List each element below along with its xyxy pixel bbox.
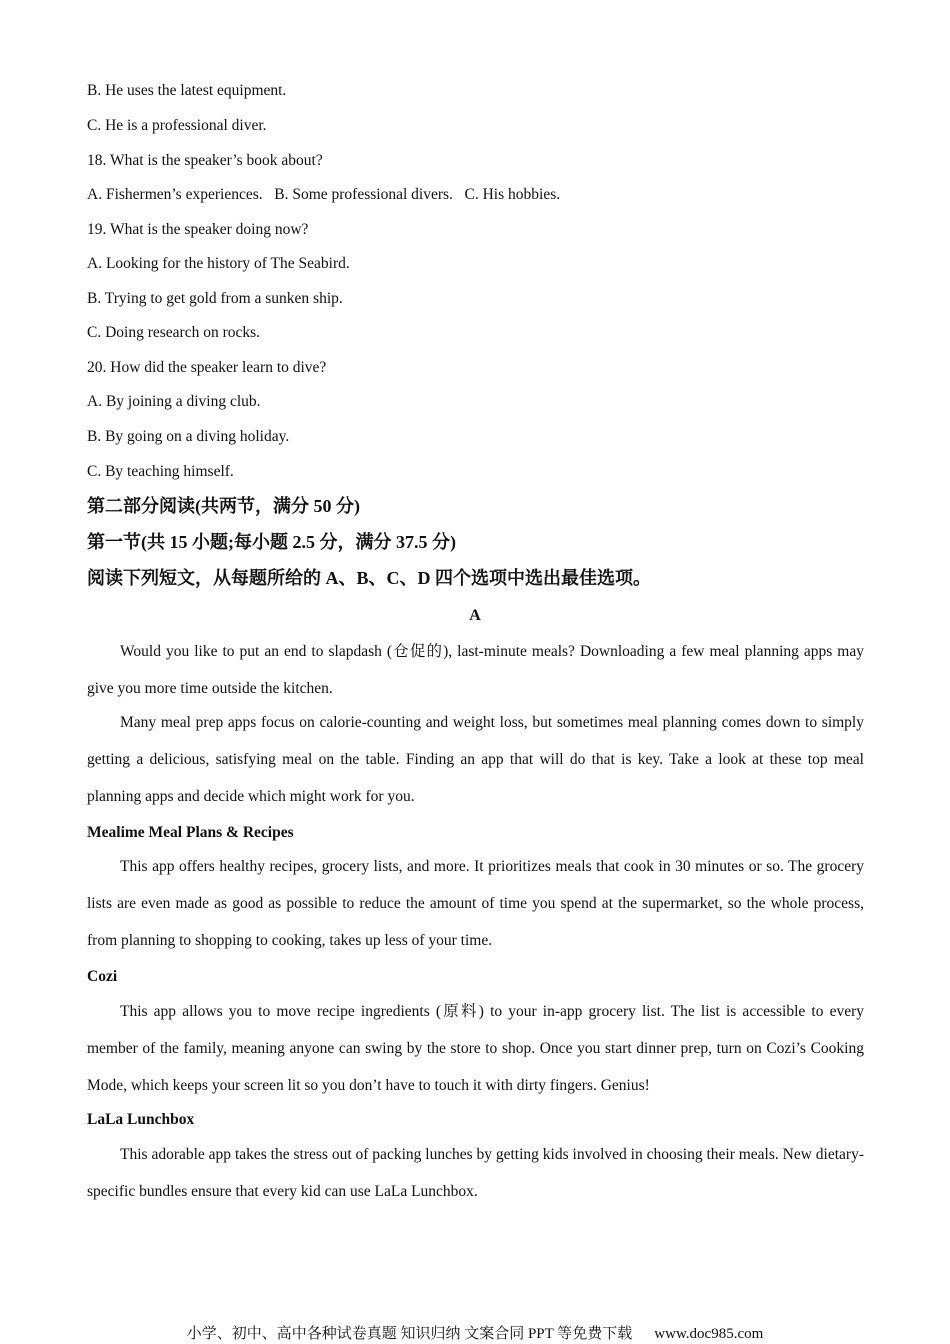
app-name-lala-lunchbox: LaLa Lunchbox bbox=[87, 1111, 195, 1128]
footer-site-link[interactable]: www.doc985.com bbox=[654, 1326, 764, 1342]
q17-option-c: C. He is a professional diver. bbox=[87, 117, 267, 134]
q19-option-b: B. Trying to get gold from a sunken ship. bbox=[87, 290, 343, 307]
q17-option-b: B. He uses the latest equipment. bbox=[87, 82, 287, 99]
q18-question: 18. What is the speaker’s book about? bbox=[87, 152, 323, 169]
page-footer bbox=[0, 1324, 950, 1344]
intro-paragraph-2: Many meal prep apps focus on calorie-counting and weight loss, but sometimes meal planning comes down to simply getting a delicious, satisfying meal on the table. Finding an app that will do that is key. Take a look at these top meal planning apps and decide which might work for you. bbox=[87, 714, 864, 805]
passage-label: A bbox=[469, 607, 481, 624]
q19-question: 19. What is the speaker doing now? bbox=[87, 221, 309, 238]
q19-option-a: A. Looking for the history of The Seabird. bbox=[87, 255, 350, 272]
q20-option-a: A. By joining a diving club. bbox=[87, 393, 261, 410]
app-description-cozi: This app allows you to move recipe ingredients (原料) to your in-app grocery list. The list is accessible to every member of the family, meaning anyone can swing by the store to shop. Once you start dinner prep, turn on Cozi’s Cooking Mode, which keeps your screen lit so you don’t have to touch it with dirty fingers. Genius! bbox=[87, 1003, 864, 1094]
app-description-mealime: This app offers healthy recipes, grocery lists, and more. It prioritizes meals that cook in 30 minutes or so. The grocery lists are even made as good as possible to reduce the amount of time you spend at the supermarket, so the whole process, from planning to shopping to cooking, takes up less of your time. bbox=[87, 858, 864, 949]
app-name-cozi: Cozi bbox=[87, 968, 118, 985]
q18-options: A. Fishermen’s experiences. B. Some professional divers. C. His hobbies. bbox=[87, 186, 561, 203]
q20-option-b: B. By going on a diving holiday. bbox=[87, 428, 290, 445]
app-description-lala-lunchbox: This adorable app takes the stress out of packing lunches by getting kids involved in choosing their meals. New dietary-specific bundles ensure that every kid can use LaLa Lunchbox. bbox=[87, 1146, 864, 1200]
q20-option-c: C. By teaching himself. bbox=[87, 463, 234, 480]
section-title: 第一节(共 15 小题;每小题 2.5 分，满分 37.5 分) bbox=[87, 532, 456, 552]
instruction: 阅读下列短文，从每题所给的 A、B、C、D 四个选项中选出最佳选项。 bbox=[87, 568, 651, 588]
intro-paragraph-1: Would you like to put an end to slapdash (仓促的), last-minute meals? Downloading a few meal planning apps may give you more time outside the kitchen. bbox=[87, 643, 864, 697]
q20-question: 20. How did the speaker learn to dive? bbox=[87, 359, 327, 376]
part-title: 第二部分阅读(共两节，满分 50 分) bbox=[87, 496, 360, 516]
app-name-mealime: Mealime Meal Plans & Recipes bbox=[87, 824, 294, 841]
footer-text: 小学、初中、高中各种试卷真题 知识归纳 文案合同 PPT 等免费下载 bbox=[186, 1326, 633, 1342]
q19-option-c: C. Doing research on rocks. bbox=[87, 324, 261, 341]
